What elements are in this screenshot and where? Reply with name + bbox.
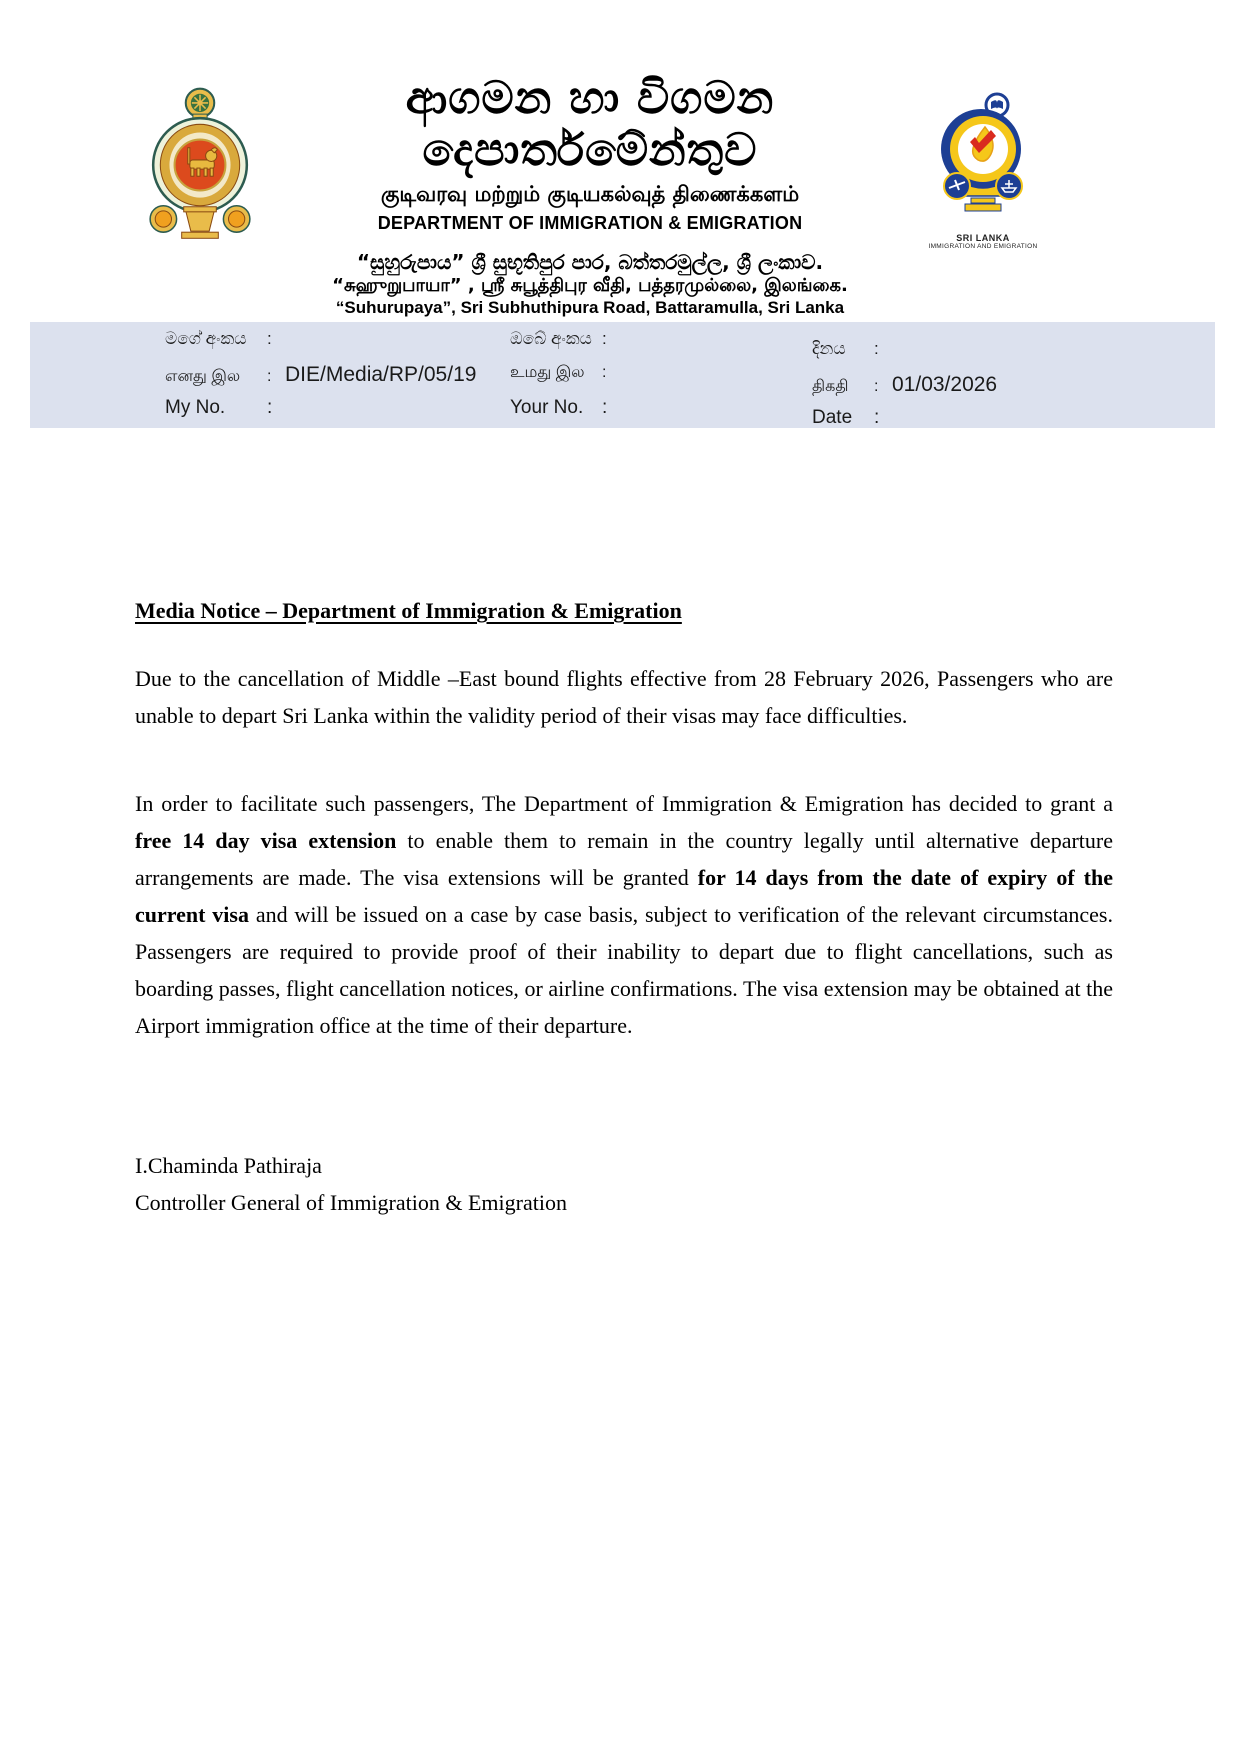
date-row-english <box>812 407 997 428</box>
header <box>270 72 910 319</box>
your-no-row-english <box>510 397 620 428</box>
logo-caption-country: SRI LANKA <box>956 233 1010 243</box>
colon: : <box>602 364 607 381</box>
my-no-row-sinhala <box>165 329 476 363</box>
header-title-sinhala-line1: ආගමන හා විගමන <box>405 71 775 124</box>
your-no-label-tamil: உமது இல <box>510 364 585 381</box>
bold-14-days: for 14 days from the date of expiry of the current visa <box>135 865 1113 927</box>
colon: : <box>267 397 273 418</box>
paragraph-2 <box>135 785 1113 1044</box>
my-no-row-tamil <box>165 363 476 397</box>
logo-caption <box>903 233 1063 250</box>
colon: : <box>267 368 272 385</box>
address-sinhala: “සුහුරුපාය” ශ්‍රී සුභූතිපුර පාර, බත්තරමුල්ල, ශ්‍රී ලංකාව. <box>356 250 824 274</box>
signature-name: I.Chaminda Pathiraja <box>135 1153 322 1178</box>
logo-caption-department: IMMIGRATION AND EMIGRATION <box>928 243 1038 250</box>
your-no-row-tamil <box>510 363 620 397</box>
date-value: 01/03/2026 <box>892 373 998 396</box>
reference-column-your-no <box>510 329 620 428</box>
my-no-label-tamil: எனது இல <box>165 368 241 385</box>
colon: : <box>602 329 607 348</box>
your-no-label-english: Your No. <box>510 397 584 418</box>
my-no-label-sinhala: මගේ අංකය <box>165 329 247 348</box>
colon: : <box>267 329 272 348</box>
my-no-label-english: My No. <box>165 397 226 418</box>
reference-bar <box>30 322 1215 428</box>
date-label-sinhala: දිනය <box>812 339 846 358</box>
date-label-english: Date <box>812 407 853 428</box>
your-no-label-sinhala: ඔබේ අංකය <box>510 329 592 348</box>
national-emblem-icon <box>143 86 257 242</box>
my-no-row-english <box>165 397 476 428</box>
paragraph-2-text: In order to facilitate such passengers, The Department of Immigration & Emigration has decided to grant a <box>135 791 1113 816</box>
paragraph-1: Due to the cancellation of Middle –East bound flights effective from 28 February 2026, Passengers who are unable to depart Sri Lanka within the validity period of their visas may face difficulties. <box>135 666 1113 728</box>
header-title-english: DEPARTMENT OF IMMIGRATION & EMIGRATION <box>377 213 803 233</box>
date-label-tamil: திகதி <box>812 378 849 395</box>
reference-column-my-no <box>165 329 476 428</box>
address-english: “Suhurupaya”, Sri Subhuthipura Road, Battaramulla, Sri Lanka <box>335 298 845 317</box>
header-title-sinhala-line2: දෙපාර්තමේන්තුව <box>422 123 758 176</box>
my-no-value: DIE/Media/RP/05/19 <box>285 363 477 386</box>
bold-free-extension: free 14 day visa extension <box>135 828 397 853</box>
colon: : <box>874 378 879 395</box>
colon: : <box>874 339 879 358</box>
reference-column-date <box>812 339 997 428</box>
date-row-tamil <box>812 373 997 407</box>
paragraph-2-text: and will be issued on a case by case basis, subject to verification of the relevant circumstances. Passengers are required to provide proof of their inability to depart due to flight cancellations, such as boarding passes, flight cancellation notices, or airline confirmations. The visa extension may be obtained at the Airport immigration office at the time of their departure. <box>135 902 1113 1038</box>
notice-title: Media Notice – Department of Immigration & Emigration <box>135 598 682 623</box>
signature-block <box>135 1147 567 1221</box>
address-tamil: “சுஹுறுபாயா” , ஶ்ரீ சுபூத்திபுர வீதி, பத்தரமுல்லை, இலங்கை. <box>332 275 848 296</box>
colon: : <box>602 397 608 418</box>
your-no-row-sinhala <box>510 329 620 363</box>
paragraph-2-text: to enable them to remain in the country legally until alternative departure arrangements are made. The visa extensions will be granted <box>135 828 1113 890</box>
immigration-department-logo-icon <box>933 92 1033 232</box>
header-title-tamil: குடிவரவு மற்றும் குடியகல்வுத் திணைக்களம் <box>380 182 800 206</box>
colon: : <box>874 407 880 428</box>
date-row-sinhala <box>812 339 997 373</box>
signature-title: Controller General of Immigration & Emigration <box>135 1190 567 1215</box>
